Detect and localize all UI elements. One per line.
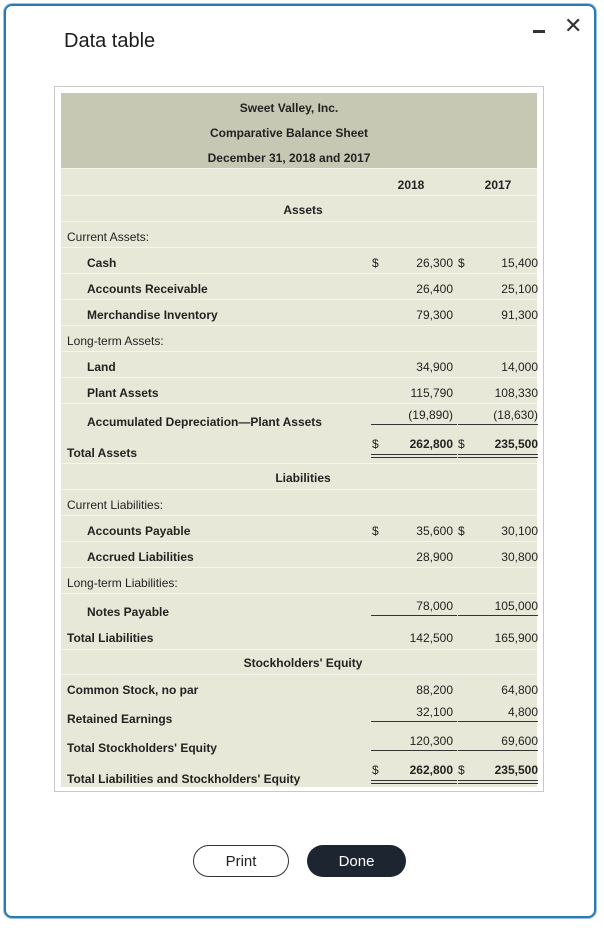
retained-label: Retained Earnings bbox=[67, 712, 173, 726]
ap-2018: 35,600 bbox=[416, 524, 453, 538]
plant-label: Plant Assets bbox=[87, 386, 159, 400]
total-assets-label: Total Assets bbox=[67, 446, 138, 460]
accum-dep-label: Accumulated Depreciation—Plant Assets bbox=[87, 415, 322, 429]
retained-2017: 4,800 bbox=[507, 705, 538, 719]
statement-title: Comparative Balance Sheet bbox=[209, 126, 369, 140]
accrued-2018: 28,900 bbox=[416, 550, 453, 564]
inventory-2018: 79,300 bbox=[416, 308, 453, 322]
company-name: Sweet Valley, Inc. bbox=[239, 101, 339, 115]
balance-sheet bbox=[61, 93, 537, 787]
total-liab-label: Total Liabilities bbox=[67, 631, 154, 645]
common-2017: 64,800 bbox=[501, 683, 538, 697]
current-liab-label: Current Liabilities: bbox=[67, 498, 164, 512]
total-le-2017: 235,500 bbox=[494, 763, 538, 777]
print-button[interactable]: Print bbox=[193, 845, 289, 877]
accum-dep-2017: (18,630) bbox=[493, 408, 538, 422]
dollar-sign: $ bbox=[458, 256, 465, 270]
land-2017: 14,000 bbox=[501, 360, 538, 374]
notes-label: Notes Payable bbox=[87, 605, 170, 619]
total-equity-2017: 69,600 bbox=[501, 734, 538, 748]
dollar-sign: $ bbox=[458, 524, 465, 538]
land-label: Land bbox=[87, 360, 116, 374]
dialog-title: Data table bbox=[64, 30, 156, 52]
accum-dep-2018: (19,890) bbox=[408, 408, 453, 422]
col-header-2018: 2018 bbox=[397, 178, 425, 192]
total-le-label: Total Liabilities and Stockholders' Equity bbox=[67, 772, 301, 786]
minimize-icon[interactable] bbox=[533, 30, 545, 33]
liabilities-heading: Liabilities bbox=[275, 471, 331, 485]
notes-2018: 78,000 bbox=[416, 599, 453, 613]
current-assets-label: Current Assets: bbox=[67, 230, 150, 244]
statement-date: December 31, 2018 and 2017 bbox=[207, 151, 371, 165]
done-button[interactable]: Done bbox=[307, 845, 406, 877]
dollar-sign: $ bbox=[372, 763, 379, 777]
dollar-sign: $ bbox=[458, 763, 465, 777]
inventory-2017: 91,300 bbox=[501, 308, 538, 322]
total-equity-label: Total Stockholders' Equity bbox=[67, 741, 217, 755]
dollar-sign: $ bbox=[372, 437, 379, 451]
total-equity-2018: 120,300 bbox=[409, 734, 453, 748]
col-header-2017: 2017 bbox=[484, 178, 512, 192]
dollar-sign: $ bbox=[372, 524, 379, 538]
equity-heading: Stockholders' Equity bbox=[243, 656, 363, 670]
total-assets-2017: 235,500 bbox=[494, 437, 538, 451]
total-liab-2017: 165,900 bbox=[494, 631, 538, 645]
notes-2017: 105,000 bbox=[494, 599, 538, 613]
retained-2018: 32,100 bbox=[416, 705, 453, 719]
dollar-sign: $ bbox=[458, 437, 465, 451]
total-liab-2018: 142,500 bbox=[409, 631, 453, 645]
plant-2017: 108,330 bbox=[494, 386, 538, 400]
accrued-2017: 30,800 bbox=[501, 550, 538, 564]
cash-2017: 15,400 bbox=[501, 256, 538, 270]
common-2018: 88,200 bbox=[416, 683, 453, 697]
ar-label: Accounts Receivable bbox=[87, 282, 208, 296]
common-label: Common Stock, no par bbox=[67, 683, 199, 697]
land-2018: 34,900 bbox=[416, 360, 453, 374]
lt-assets-label: Long-term Assets: bbox=[67, 334, 164, 348]
accrued-label: Accrued Liabilities bbox=[87, 550, 194, 564]
inventory-label: Merchandise Inventory bbox=[87, 308, 218, 322]
close-icon[interactable]: ✕ bbox=[564, 13, 583, 38]
ap-label: Accounts Payable bbox=[87, 524, 191, 538]
cash-label: Cash bbox=[87, 256, 117, 270]
plant-2018: 115,790 bbox=[410, 386, 453, 400]
ap-2017: 30,100 bbox=[501, 524, 538, 538]
ar-2018: 26,400 bbox=[416, 282, 453, 296]
total-le-2018: 262,800 bbox=[409, 763, 453, 777]
dollar-sign: $ bbox=[372, 256, 379, 270]
cash-2018: 26,300 bbox=[416, 256, 453, 270]
ar-2017: 25,100 bbox=[501, 282, 538, 296]
assets-heading: Assets bbox=[283, 203, 323, 217]
lt-liab-label: Long-term Liabilities: bbox=[67, 576, 178, 590]
total-assets-2018: 262,800 bbox=[409, 437, 453, 451]
